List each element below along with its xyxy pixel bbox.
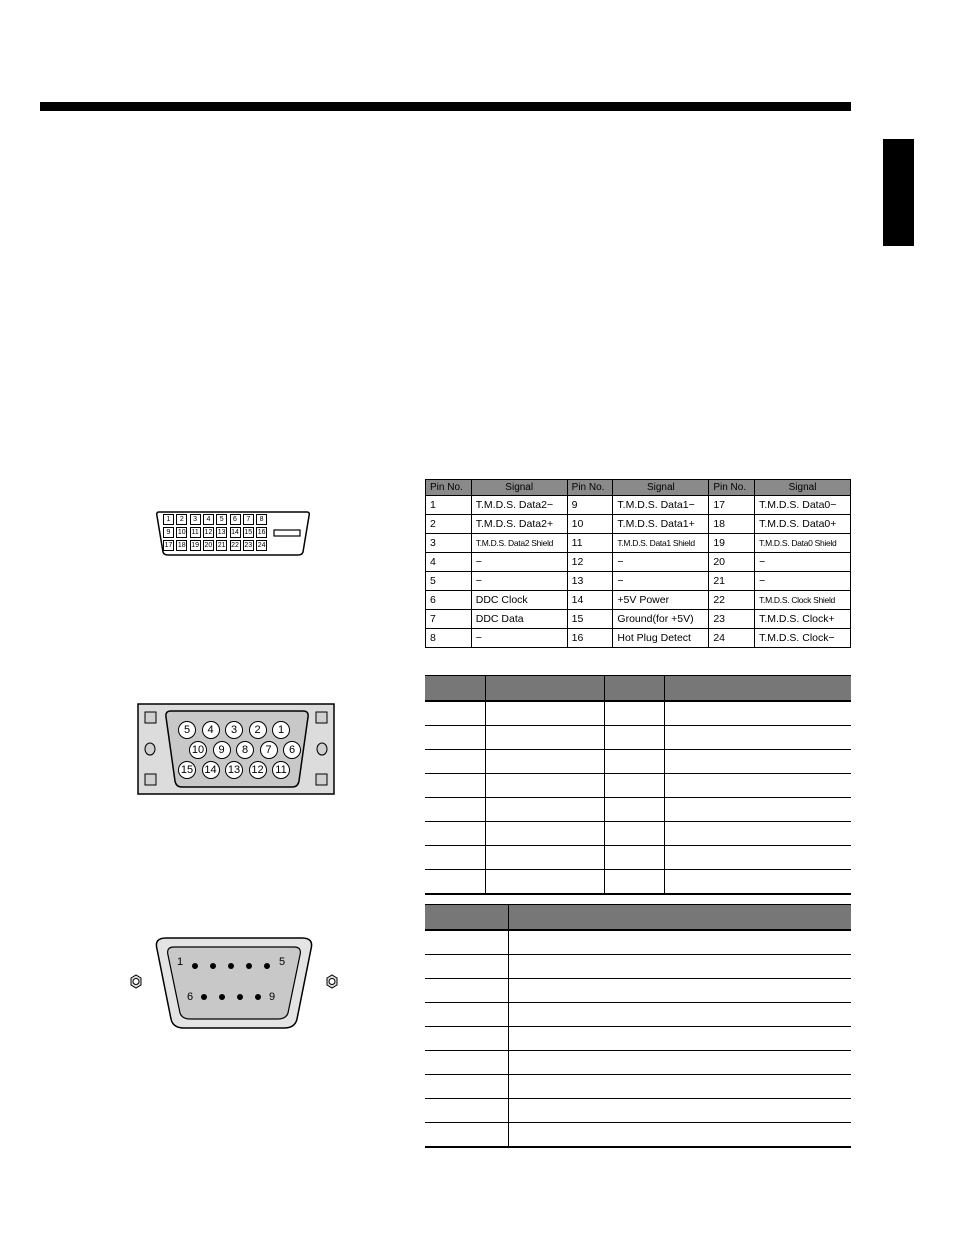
signal-cell: −	[471, 553, 567, 572]
dvi-pin: 17	[164, 542, 173, 549]
table-row	[425, 979, 851, 1003]
table-cell	[664, 750, 851, 774]
pin-number-cell: 21	[709, 572, 755, 591]
table-cell	[508, 955, 851, 979]
column-header: Signal	[755, 480, 851, 496]
dvi-pin: 22	[231, 542, 239, 549]
signal-cell: −	[755, 572, 851, 591]
dvi-pin: 16	[257, 529, 266, 536]
top-rule	[40, 102, 851, 111]
dvi-connector-diagram	[155, 510, 311, 557]
dvi-pin: 6	[230, 514, 241, 525]
signal-cell: −	[755, 553, 851, 572]
signal-cell: T.M.D.S. Clock Shield	[755, 591, 851, 610]
table-row	[426, 515, 851, 534]
column-header: Pin No.	[567, 480, 613, 496]
column-header: Pin No.	[426, 480, 472, 496]
dvi-pin: 24	[257, 542, 266, 549]
table-row	[425, 798, 851, 822]
pin-number-cell: 20	[709, 553, 755, 572]
signal-cell: T.M.D.S. Data1+	[613, 515, 709, 534]
table-row	[426, 629, 851, 648]
pin-number-cell: 1	[426, 496, 472, 515]
dvi-pin: 4	[203, 514, 214, 525]
rs232-pin-table	[425, 904, 851, 1148]
table-cell	[604, 846, 664, 870]
table-cell	[508, 930, 851, 955]
pin-number-cell: 14	[567, 591, 613, 610]
signal-cell: T.M.D.S. Data1−	[613, 496, 709, 515]
table-cell	[485, 822, 604, 846]
vga-pin: 6	[283, 741, 301, 759]
table-row	[425, 701, 851, 726]
table-cell	[604, 870, 664, 895]
pin-number-cell: 11	[567, 534, 613, 553]
rs232-connector-outline	[118, 935, 350, 1031]
signal-cell: T.M.D.S. Data0−	[755, 496, 851, 515]
signal-cell: −	[613, 553, 709, 572]
table-cell	[664, 822, 851, 846]
signal-cell: T.M.D.S. Clock−	[755, 629, 851, 648]
table-cell	[485, 798, 604, 822]
table-cell	[508, 1003, 851, 1027]
dvi-pin: 5	[216, 514, 227, 525]
pin-number-cell: 19	[709, 534, 755, 553]
table-cell	[425, 955, 508, 979]
table-cell	[604, 798, 664, 822]
dvi-pin: 14	[231, 529, 239, 536]
rs232-pin-label: 5	[279, 956, 286, 968]
signal-cell: Ground(for +5V)	[613, 610, 709, 629]
pin-number-cell: 6	[426, 591, 472, 610]
table-cell	[485, 846, 604, 870]
vga-pin: 10	[189, 741, 207, 759]
table-row	[425, 870, 851, 895]
pin-number-cell: 23	[709, 610, 755, 629]
table-cell	[425, 1051, 508, 1075]
table-row	[425, 750, 851, 774]
rs232-pin-label: 1	[177, 956, 184, 968]
pin-number-cell: 5	[426, 572, 472, 591]
table-row	[426, 610, 851, 629]
pin-number-cell: 18	[709, 515, 755, 534]
vga-pin: 8	[236, 741, 254, 759]
dvi-pin: 2	[176, 514, 187, 525]
pin-number-cell: 15	[567, 610, 613, 629]
table-cell	[425, 798, 485, 822]
dvi-pin: 3	[190, 514, 201, 525]
table-cell	[425, 930, 508, 955]
dvi-pin: 20	[204, 542, 213, 549]
table-row	[425, 822, 851, 846]
vga-pin: 12	[249, 761, 267, 779]
table-cell	[604, 750, 664, 774]
pin-number-cell: 24	[709, 629, 755, 648]
table-row	[425, 726, 851, 750]
pin-number-cell: 17	[709, 496, 755, 515]
table-cell	[485, 774, 604, 798]
column-header: Pin No.	[709, 480, 755, 496]
signal-cell: DDC Data	[471, 610, 567, 629]
table-cell	[425, 726, 485, 750]
dvi-pin: 8	[256, 514, 267, 525]
table-cell	[508, 1051, 851, 1075]
table-header-row	[426, 480, 851, 496]
signal-cell: T.M.D.S. Data0+	[755, 515, 851, 534]
table-cell	[425, 750, 485, 774]
table-cell	[664, 701, 851, 726]
table-row	[425, 930, 851, 955]
table-cell	[425, 1003, 508, 1027]
table-cell	[425, 701, 485, 726]
table-cell	[508, 1099, 851, 1123]
dvi-pin: 11	[191, 529, 199, 536]
table-header-row	[425, 905, 851, 931]
table-cell	[664, 846, 851, 870]
table-row	[425, 774, 851, 798]
table-cell	[604, 822, 664, 846]
vga-connector-diagram	[137, 703, 335, 795]
signal-cell: T.M.D.S. Data1 Shield	[613, 534, 709, 553]
table-cell	[485, 750, 604, 774]
table-row	[425, 1051, 851, 1075]
dvi-pin-table	[425, 479, 851, 648]
rs232-pin-label: 6	[187, 991, 194, 1003]
table-row	[425, 1099, 851, 1123]
table-row	[426, 591, 851, 610]
dvi-pin: 18	[177, 542, 186, 549]
vga-pin-table	[425, 675, 851, 895]
table-cell	[425, 1027, 508, 1051]
signal-cell: T.M.D.S. Data2 Shield	[471, 534, 567, 553]
table-cell	[485, 726, 604, 750]
signal-cell: DDC Clock	[471, 591, 567, 610]
table-cell	[425, 870, 485, 895]
dvi-pin: 13	[217, 529, 226, 536]
table-row	[426, 496, 851, 515]
vga-pin: 13	[225, 761, 243, 779]
table-cell	[508, 979, 851, 1003]
dvi-pin: 7	[243, 514, 254, 525]
dvi-pin: 23	[244, 542, 253, 549]
column-header: Signal	[471, 480, 567, 496]
dvi-pin: 10	[177, 529, 186, 536]
pin-number-cell: 9	[567, 496, 613, 515]
signal-cell: +5V Power	[613, 591, 709, 610]
vga-pin: 3	[225, 721, 243, 739]
table-row	[425, 1123, 851, 1148]
table-row	[425, 955, 851, 979]
signal-cell: T.M.D.S. Data2−	[471, 496, 567, 515]
table-row	[425, 1075, 851, 1099]
table-cell	[664, 774, 851, 798]
pin-number-cell: 10	[567, 515, 613, 534]
table-cell	[485, 701, 604, 726]
signal-cell: T.M.D.S. Data2+	[471, 515, 567, 534]
dvi-pin: 1	[163, 514, 174, 525]
signal-cell: T.M.D.S. Clock+	[755, 610, 851, 629]
table-cell	[664, 798, 851, 822]
vga-pin: 5	[178, 721, 196, 739]
dvi-pin: 19	[191, 542, 199, 549]
pin-number-cell: 2	[426, 515, 472, 534]
table-row	[425, 1003, 851, 1027]
table-cell	[485, 870, 604, 895]
table-cell	[604, 726, 664, 750]
signal-cell: −	[471, 572, 567, 591]
column-header: Signal	[613, 480, 709, 496]
signal-cell: Hot Plug Detect	[613, 629, 709, 648]
dvi-pin: 9	[163, 527, 174, 538]
vga-pin: 15	[178, 761, 196, 779]
table-cell	[425, 979, 508, 1003]
table-row	[425, 1027, 851, 1051]
vga-pin: 4	[202, 721, 220, 739]
vga-pin: 1	[272, 721, 290, 739]
pin-number-cell: 8	[426, 629, 472, 648]
table-cell	[425, 846, 485, 870]
pin-number-cell: 4	[426, 553, 472, 572]
table-cell	[425, 1075, 508, 1099]
table-row	[426, 534, 851, 553]
language-side-tab	[883, 139, 914, 246]
table-row	[426, 572, 851, 591]
table-cell	[508, 1075, 851, 1099]
table-cell	[604, 774, 664, 798]
pin-number-cell: 7	[426, 610, 472, 629]
table-cell	[508, 1027, 851, 1051]
table-cell	[508, 1123, 851, 1148]
table-cell	[664, 726, 851, 750]
vga-pin: 11	[272, 761, 290, 779]
pin-number-cell: 3	[426, 534, 472, 553]
signal-cell: −	[613, 572, 709, 591]
pin-number-cell: 22	[709, 591, 755, 610]
rs232-connector-diagram	[118, 935, 350, 1031]
table-cell	[425, 1123, 508, 1148]
pin-number-cell: 12	[567, 553, 613, 572]
vga-pin: 7	[260, 741, 278, 759]
table-row	[425, 846, 851, 870]
pin-number-cell: 13	[567, 572, 613, 591]
vga-pin: 2	[249, 721, 267, 739]
table-row	[426, 553, 851, 572]
pin-number-cell: 16	[567, 629, 613, 648]
table-cell	[664, 870, 851, 895]
rs232-pin-label: 9	[269, 991, 276, 1003]
vga-pin: 14	[202, 761, 220, 779]
signal-cell: T.M.D.S. Data0 Shield	[755, 534, 851, 553]
table-cell	[425, 822, 485, 846]
table-cell	[425, 774, 485, 798]
dvi-pin: 21	[217, 542, 226, 549]
table-cell	[604, 701, 664, 726]
vga-pin: 9	[213, 741, 231, 759]
signal-cell: −	[471, 629, 567, 648]
dvi-pin: 15	[244, 529, 253, 536]
dvi-pin: 12	[204, 529, 213, 536]
table-header-row	[425, 676, 851, 702]
table-cell	[425, 1099, 508, 1123]
